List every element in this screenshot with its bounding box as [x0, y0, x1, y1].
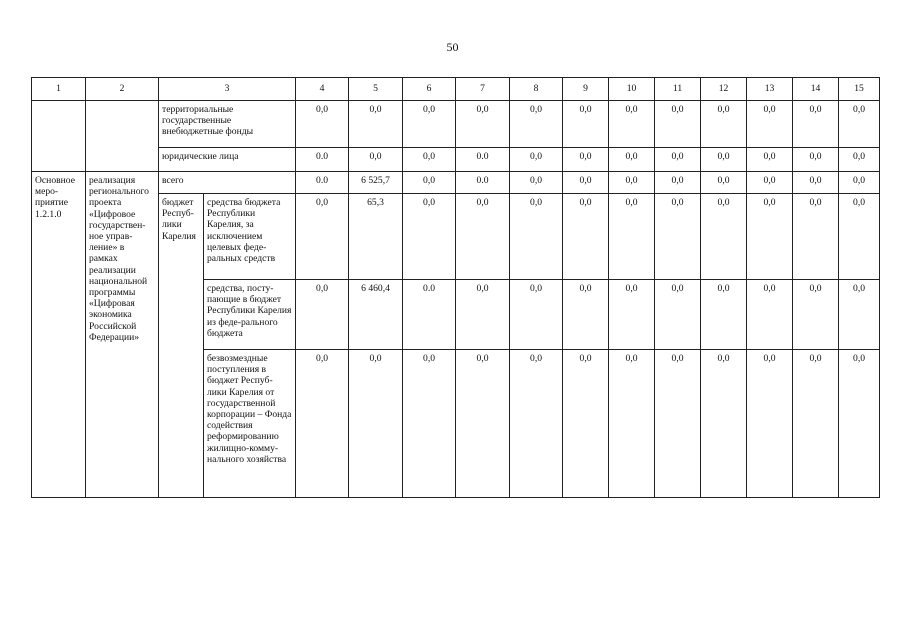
value-cell: 0,0 — [793, 172, 839, 194]
value-cell: 0,0 — [456, 194, 510, 280]
value-cell: 0,0 — [655, 350, 701, 498]
value-cell: 0,0 — [701, 172, 747, 194]
header-cell: 15 — [839, 78, 880, 101]
value-cell: 0,0 — [456, 350, 510, 498]
value-cell: 0,0 — [296, 280, 349, 350]
row-label: средства бюджета Республики Карелия, за исключением целевых феде-ральных средств — [204, 194, 296, 280]
value-cell: 0,0 — [839, 350, 880, 498]
value-cell: 0,0 — [510, 280, 563, 350]
value-cell: 0.0 — [296, 148, 349, 172]
header-cell: 14 — [793, 78, 839, 101]
value-cell: 0,0 — [701, 350, 747, 498]
value-cell: 0,0 — [403, 194, 456, 280]
value-cell: 0.0 — [296, 172, 349, 194]
value-cell: 0,0 — [296, 194, 349, 280]
value-cell: 0,0 — [456, 101, 510, 148]
value-cell: 0,0 — [609, 350, 655, 498]
value-cell: 0,0 — [609, 148, 655, 172]
value-cell: 0,0 — [609, 101, 655, 148]
value-cell: 65,3 — [349, 194, 403, 280]
row-label: территориальные государственные внебюджетные фонды — [159, 101, 296, 148]
value-cell: 0,0 — [609, 194, 655, 280]
budget-table — [31, 77, 880, 498]
value-cell: 0,0 — [563, 172, 609, 194]
cell-empty — [86, 101, 159, 172]
table-row-event-total — [32, 172, 880, 194]
header-cell: 7 — [456, 78, 510, 101]
header-cell: 3 — [159, 78, 296, 101]
value-cell: 0,0 — [793, 350, 839, 498]
value-cell: 0,0 — [403, 350, 456, 498]
header-cell: 13 — [747, 78, 793, 101]
value-cell: 0,0 — [747, 172, 793, 194]
value-cell: 0,0 — [747, 194, 793, 280]
header-cell: 1 — [32, 78, 86, 101]
value-cell: 0,0 — [839, 148, 880, 172]
row-label: всего — [159, 172, 296, 194]
value-cell: 0,0 — [510, 101, 563, 148]
value-cell: 0,0 — [747, 101, 793, 148]
header-cell: 2 — [86, 78, 159, 101]
row-label: средства, посту-пающие в бюджет Республики Карелия из феде-рального бюджета — [204, 280, 296, 350]
header-cell: 8 — [510, 78, 563, 101]
budget-group-cell: бюджет Респуб-лики Карелия — [159, 194, 204, 498]
event-code-cell: Основное меро-приятие 1.2.1.0 — [32, 172, 86, 498]
value-cell: 0,0 — [701, 148, 747, 172]
value-cell: 0,0 — [655, 148, 701, 172]
header-cell: 6 — [403, 78, 456, 101]
value-cell: 0,0 — [563, 194, 609, 280]
header-cell: 4 — [296, 78, 349, 101]
value-cell: 0,0 — [609, 280, 655, 350]
value-cell: 0,0 — [510, 194, 563, 280]
value-cell: 0.0 — [456, 172, 510, 194]
value-cell: 0,0 — [793, 194, 839, 280]
cell-empty — [32, 101, 86, 172]
value-cell: 0,0 — [747, 350, 793, 498]
value-cell: 0,0 — [563, 350, 609, 498]
value-cell: 0.0 — [456, 148, 510, 172]
row-label: юридические лица — [159, 148, 296, 172]
value-cell: 0,0 — [655, 101, 701, 148]
header-cell: 11 — [655, 78, 701, 101]
event-description-cell: реализация регионального проекта «Цифровое государствен-ное управ-ление» в рамках реализации национальной программы «Цифровая экономика Российской Федерации» — [86, 172, 159, 498]
header-cell: 9 — [563, 78, 609, 101]
value-cell: 0,0 — [349, 148, 403, 172]
value-cell: 0,0 — [510, 172, 563, 194]
value-cell: 0,0 — [349, 101, 403, 148]
value-cell: 0,0 — [563, 148, 609, 172]
value-cell: 0,0 — [563, 280, 609, 350]
value-cell: 0,0 — [510, 148, 563, 172]
value-cell: 0,0 — [296, 101, 349, 148]
value-cell: 0,0 — [296, 350, 349, 498]
value-cell: 0,0 — [609, 172, 655, 194]
value-cell: 0,0 — [349, 350, 403, 498]
header-cell: 10 — [609, 78, 655, 101]
value-cell: 0,0 — [655, 280, 701, 350]
header-cell: 5 — [349, 78, 403, 101]
value-cell: 6 460,4 — [349, 280, 403, 350]
value-cell: 0,0 — [839, 194, 880, 280]
value-cell: 0,0 — [747, 148, 793, 172]
header-row — [32, 78, 880, 101]
table-row-territorial-funds — [32, 101, 880, 148]
value-cell: 0,0 — [403, 172, 456, 194]
value-cell: 0,0 — [701, 194, 747, 280]
table-row-legal-entities — [32, 148, 880, 172]
value-cell: 0,0 — [839, 280, 880, 350]
value-cell: 0,0 — [456, 280, 510, 350]
header-cell: 12 — [701, 78, 747, 101]
value-cell: 0,0 — [793, 101, 839, 148]
table-row-regional-funds — [32, 194, 880, 280]
value-cell: 0,0 — [839, 172, 880, 194]
value-cell: 0,0 — [701, 101, 747, 148]
value-cell: 0,0 — [747, 280, 793, 350]
value-cell: 0,0 — [403, 148, 456, 172]
value-cell: 0.0 — [403, 280, 456, 350]
value-cell: 0,0 — [563, 101, 609, 148]
value-cell: 0,0 — [839, 101, 880, 148]
page-number: 50 — [446, 40, 459, 54]
value-cell: 0,0 — [793, 148, 839, 172]
value-cell: 0,0 — [655, 194, 701, 280]
value-cell: 6 525,7 — [349, 172, 403, 194]
row-label: безвозмездные поступления в бюджет Респуб-лики Карелия от государственной корпорации – Фонда содействия реформированию жилищно-комму-нального хозяйства — [204, 350, 296, 498]
value-cell: 0,0 — [510, 350, 563, 498]
value-cell: 0,0 — [655, 172, 701, 194]
value-cell: 0,0 — [793, 280, 839, 350]
value-cell: 0,0 — [403, 101, 456, 148]
value-cell: 0,0 — [701, 280, 747, 350]
